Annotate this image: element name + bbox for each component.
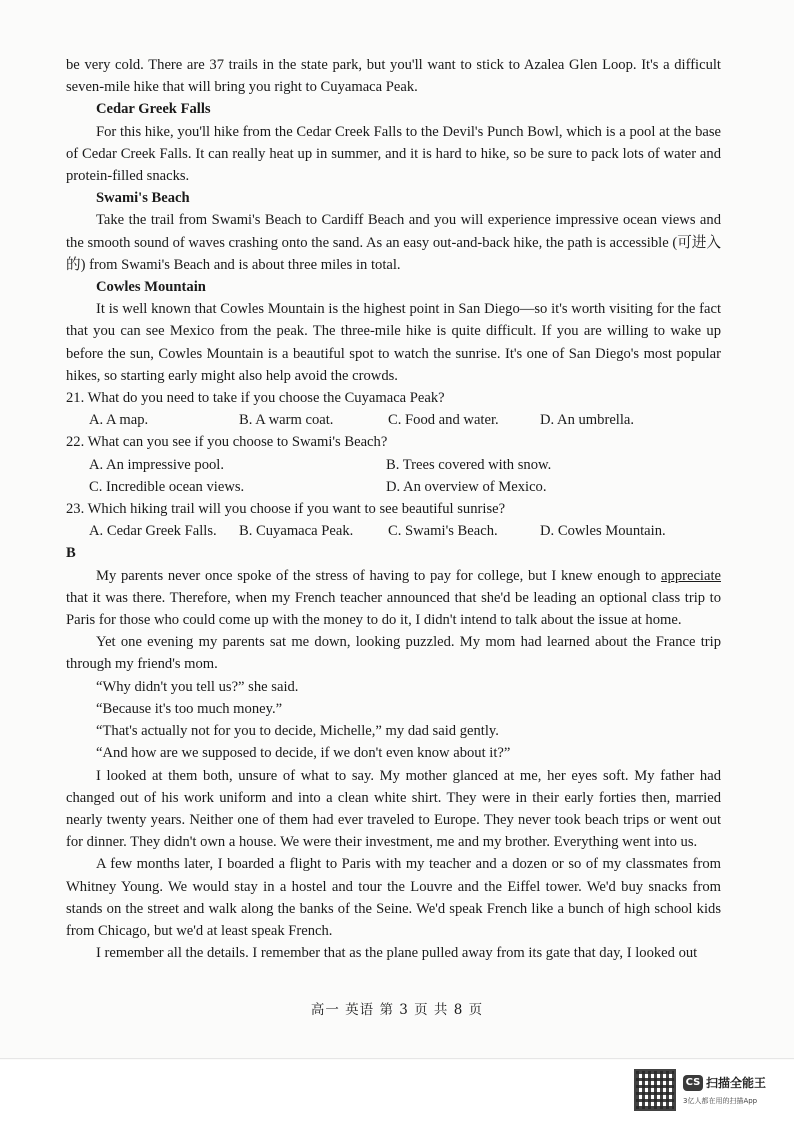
page-divider bbox=[0, 1058, 794, 1059]
page-content bbox=[66, 54, 721, 964]
option-22b: B. Trees covered with snow. bbox=[386, 456, 552, 473]
passage-b-paragraph-5: “That's actually not for you to decide, Michelle,” my dad said gently. bbox=[96, 723, 499, 740]
passage-b-paragraph-9: I remember all the details. I remember that as the plane pulled away from its gate that day, I looked out bbox=[96, 945, 698, 962]
paragraph-cowles-mountain: It is well known that Cowles Mountain is the highest point in San Diego—so it's worth visiting for the fact that you can see Mexico from the peak. The three-mile hike is quite difficult. If you are willing to wake up before the sun, Cowles Mountain is a beautiful spot to watch the sunrise. It's one of San Diego's most popular hikes, so starting early might also help avoid the crowds. bbox=[66, 301, 721, 384]
option-22c: C. Incredible ocean views. bbox=[89, 478, 245, 495]
camscanner-logo-icon: CS bbox=[683, 1075, 703, 1091]
question-22: 22. What can you see if you choose to Swami's Beach? bbox=[66, 434, 388, 451]
paragraph-swamis-beach: Take the trail from Swami's Beach to Cardiff Beach and you will experience impressive ocean views and the smooth sound of waves crashing onto the sand. As an easy out-and-back hike, the path is accessible (可进入的) from Swami's Beach and is about three miles in total. bbox=[66, 212, 721, 273]
passage-a-continuation: be very cold. There are 37 trails in the state park, but you'll want to stick to Azalea Glen Loop. It's a difficult seven-mile hike that will bring you right to Cuyamaca Peak. bbox=[66, 57, 721, 96]
p1-text-before: My parents never once spoke of the stress of having to pay for college, but I knew enough to bbox=[96, 567, 662, 584]
heading-swamis-beach: Swami's Beach bbox=[96, 190, 190, 207]
passage-b-paragraph-4: “Because it's too much money.” bbox=[96, 700, 283, 717]
p1-text-after: that it was there. Therefore, when my French teacher announced that she'd be leading an optional class trip to Paris for those who could come up with the money to do it, I didn't intend to talk about the issue at home. bbox=[66, 589, 721, 629]
option-21d: D. An umbrella. bbox=[540, 412, 635, 429]
option-21b: B. A warm coat. bbox=[239, 412, 334, 429]
passage-b-paragraph-1 bbox=[66, 565, 721, 632]
option-23c: C. Swami's Beach. bbox=[388, 523, 498, 540]
page-footer: 高一 英语 第 3 页 共 8 页 bbox=[310, 1002, 484, 1018]
paragraph-cedar-creek-falls: For this hike, you'll hike from the Cedar Creek Falls to the Devil's Punch Bowl, which is a pool at the base of Cedar Creek Falls. It can really heat up in summer, and it is hard to hike, so be sure to pack lots of water and protein-filled snacks. bbox=[66, 123, 721, 185]
heading-cowles-mountain: Cowles Mountain bbox=[96, 279, 206, 296]
option-23a: A. Cedar Greek Falls. bbox=[89, 523, 217, 540]
option-21c: C. Food and water. bbox=[388, 412, 499, 429]
option-22a: A. An impressive pool. bbox=[89, 456, 224, 473]
underlined-word-appreciate: appreciate bbox=[661, 567, 721, 584]
heading-cedar-creek-falls: Cedar Greek Falls bbox=[96, 101, 211, 118]
passage-b-paragraph-6: “And how are we supposed to decide, if we don't even know about it?” bbox=[96, 745, 511, 762]
passage-b-paragraph-8: A few months later, I boarded a flight to Paris with my teacher and a dozen or so of my classmates from Whitney Young. We would stay in a hostel and tour the Louvre and the Eiffel tower. We'd buy snacks from stands on the street and walk along the banks of the Seine. We'd speak French like a bunch of high school kids from Chicago, but we'd at least speak French. bbox=[66, 856, 721, 939]
passage-b-paragraph-7: I looked at them both, unsure of what to say. My mother glanced at me, her eyes soft. My father had changed out of his work uniform and into a clean white shirt. They were in their early forties then, married nearly twenty years. Neither one of them had ever traveled to Europe. They never took beach trips or went out for dinner. They didn't own a house. We were their investment, me and my brother. Everything went into us. bbox=[66, 767, 721, 851]
option-22d: D. An overview of Mexico. bbox=[386, 478, 547, 495]
section-b-heading: B bbox=[66, 545, 76, 562]
question-23: 23. Which hiking trail will you choose if you want to see beautiful sunrise? bbox=[66, 501, 506, 518]
question-21: 21. What do you need to take if you choose the Cuyamaca Peak? bbox=[66, 390, 445, 407]
scanner-brand-name: 扫描全能王 bbox=[706, 1076, 767, 1090]
option-23d: D. Cowles Mountain. bbox=[540, 523, 666, 540]
question-23-options bbox=[66, 520, 721, 542]
option-21a: A. A map. bbox=[89, 412, 149, 429]
option-23b: B. Cuyamaca Peak. bbox=[239, 523, 354, 540]
scanner-tagline: 3亿人都在用的扫描App bbox=[683, 1097, 758, 1105]
qr-code-icon bbox=[634, 1069, 676, 1111]
question-21-options bbox=[66, 409, 721, 431]
passage-b-paragraph-3: “Why didn't you tell us?” she said. bbox=[96, 678, 299, 695]
question-22-options bbox=[66, 454, 721, 498]
passage-b-paragraph-2: Yet one evening my parents sat me down, looking puzzled. My mom had learned about the France trip through my friend's mom. bbox=[66, 634, 721, 673]
